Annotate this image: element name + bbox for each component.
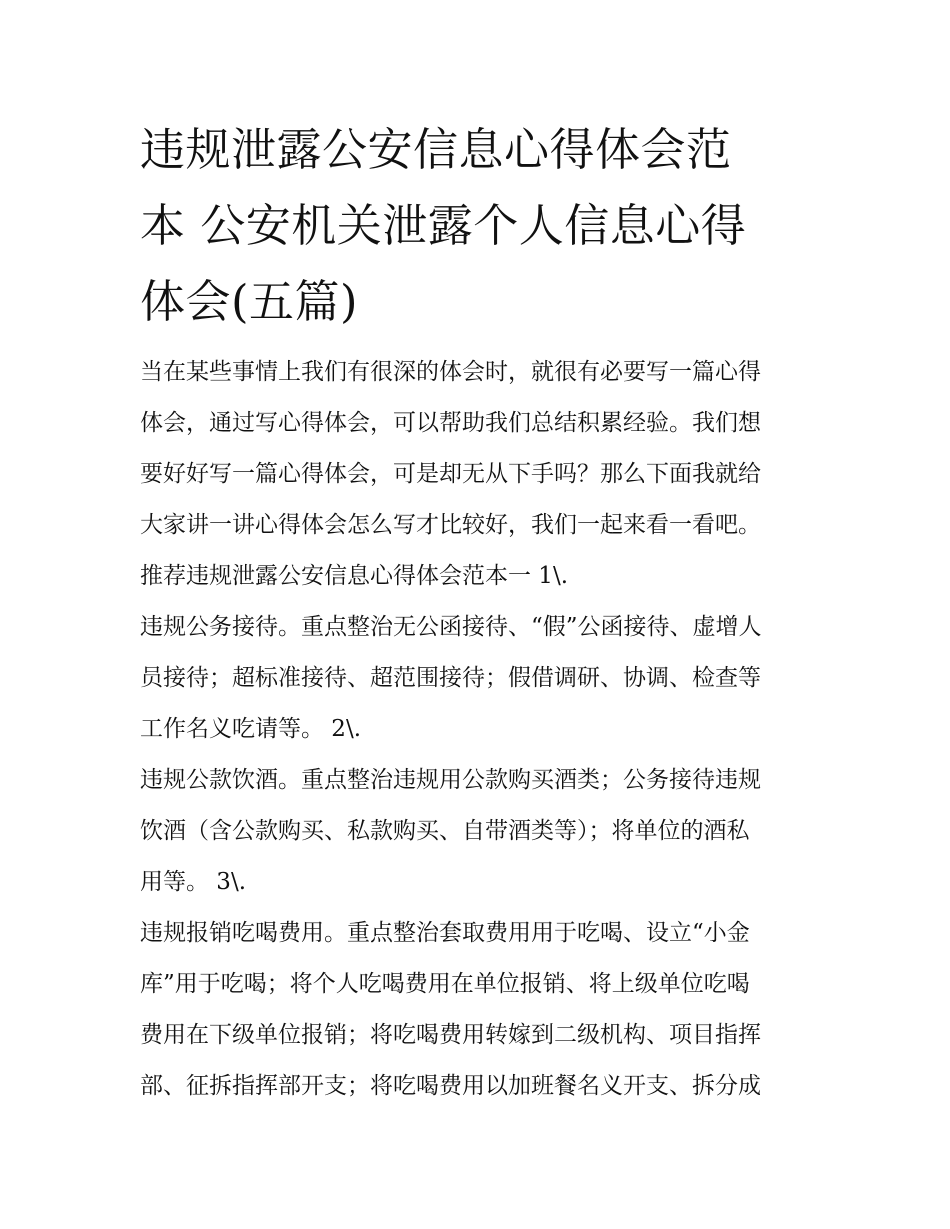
body-line: 推荐违规泄露公安信息心得体会范本一 1\. — [140, 563, 569, 589]
body-line: 部、征拆指挥部开支；将吃喝费用以加班餐名义开支、拆分成 — [140, 1073, 761, 1099]
body-line: 饮酒（含公款购买、私款购买、自带酒类等）；将单位的酒私 — [140, 818, 750, 844]
body-line: 违规公款饮酒。重点整治违规用公款购买酒类；公务接待违规 — [140, 767, 761, 793]
title-line: 违规泄露公安信息心得体会范 — [140, 123, 732, 176]
title-line: 本 公安机关泄露个人信息心得 — [140, 199, 747, 252]
body-line: 费用在下级单位报销；将吃喝费用转嫁到二级机构、项目指挥 — [140, 1022, 761, 1048]
title-line: 体会(五篇) — [140, 275, 359, 328]
document-body — [140, 347, 815, 1112]
body-line: 大家讲一讲心得体会怎么写才比较好，我们一起来看一看吧。 — [140, 512, 761, 538]
body-line: 库”用于吃喝；将个人吃喝费用在单位报销、将上级单位吃喝 — [140, 971, 750, 997]
body-line: 工作名义吃请等。 2\. — [140, 716, 362, 742]
body-line: 违规公务接待。重点整治无公函接待、“假”公函接待、虚增人 — [140, 614, 762, 640]
body-line: 用等。 3\. — [140, 869, 247, 895]
document-title — [140, 112, 815, 340]
body-line: 违规报销吃喝费用。重点整治套取费用用于吃喝、设立“小金 — [140, 920, 750, 946]
body-line: 体会，通过写心得体会，可以帮助我们总结积累经验。我们想 — [140, 410, 761, 436]
document-content — [140, 112, 815, 1112]
body-line: 当在某些事情上我们有很深的体会时，就很有必要写一篇心得 — [140, 359, 761, 385]
body-line: 员接待；超标准接待、超范围接待；假借调研、协调、检查等 — [140, 665, 761, 691]
body-line: 要好好写一篇心得体会，可是却无从下手吗？那么下面我就给 — [140, 461, 761, 487]
